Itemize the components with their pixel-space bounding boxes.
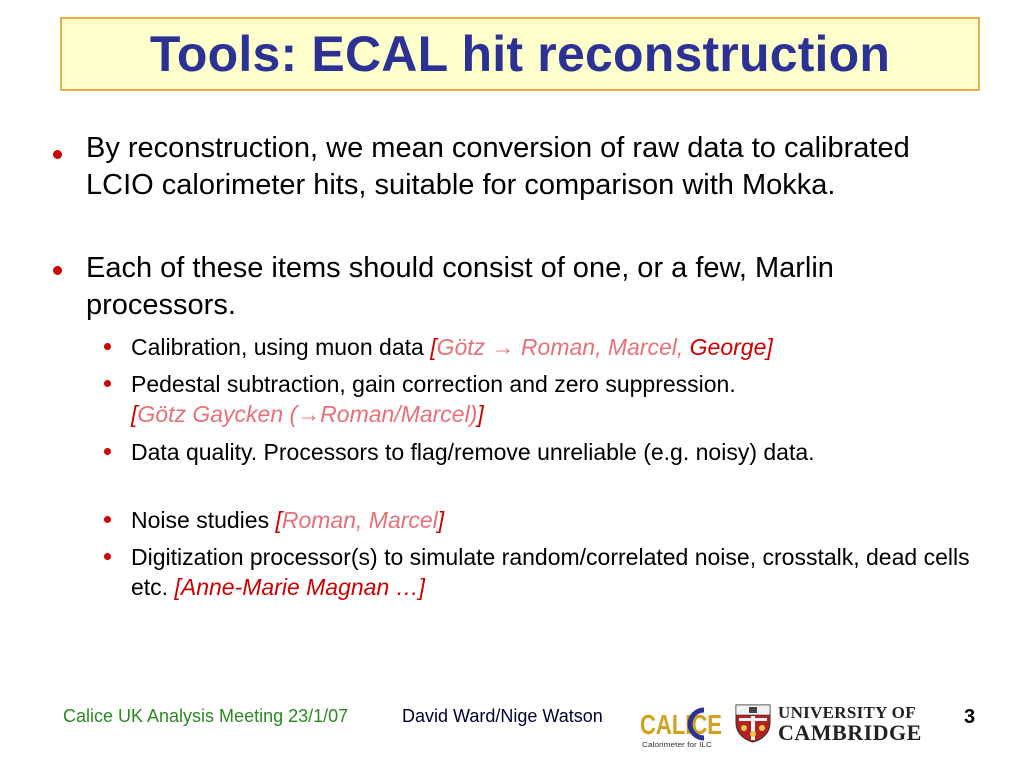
bullet-dot-icon [53,266,62,275]
subbullet-text: Pedestal subtraction, gain correction and zero suppression. [131,371,736,397]
bracket-open: [ [275,507,282,533]
footer-authors: David Ward/Nige Watson [402,706,603,726]
subbullet-item [131,369,971,429]
bracket-close: ] [437,507,445,533]
credit-highlight: [Anne-Marie Magnan …] [174,574,426,600]
bracket-open: [ [131,401,138,427]
credit-highlight: George [689,334,767,360]
subbullet-text: Calibration, using muon data [131,334,431,360]
bullet-item: By reconstruction, we mean conversion of raw data to calibrated LCIO calorimeter hits, suitable for comparison with Mokka. [86,132,910,201]
calice-logo [638,700,724,750]
bracket-close: ] [477,401,484,427]
subbullet-dot-icon [104,516,111,523]
subbullet-item: Data quality. Processors to flag/remove unreliable (e.g. noisy) data. [131,439,815,465]
calice-logo-subtext: Calorimeter for ILC [642,742,712,749]
subbullet-item [131,505,971,535]
bullet-dot-icon [53,150,62,159]
page-number: 3 [964,706,976,728]
cambridge-line1: UNIVERSITY OF [778,703,916,722]
footer-meeting: Calice UK Analysis Meeting 23/1/07 [63,706,349,726]
credit-names: Götz → Roman, Marcel, [436,334,690,360]
bracket-close: ] [766,334,773,360]
subbullet-dot-icon [104,553,111,560]
subbullet-text: Digitization processor(s) to simulate random/correlated noise, crosstalk, dead cells etc. [131,544,970,600]
subbullet-dot-icon [104,343,111,350]
subbullet-item [131,332,971,362]
bracket-open: [ [430,334,437,360]
title-box [60,17,980,91]
credit-names: Roman, Marcel [281,507,438,533]
cambridge-wordmark [778,703,940,743]
cambridge-shield-icon [734,703,772,743]
subbullet-item [131,542,971,602]
subbullet-text: Noise studies [131,507,276,533]
slide-title: Tools: ECAL hit reconstruction [149,26,891,82]
subbullet-dot-icon [104,448,111,455]
credit-names: Götz Gaycken (→Roman/Marcel) [137,401,478,427]
bullet-item: Each of these items should consist of one, or a few, Marlin processors. [86,252,834,321]
subbullet-dot-icon [104,380,111,387]
calice-logo-text: CALICE [640,709,722,740]
cambridge-line2: CAMBRIDGE [778,720,922,745]
